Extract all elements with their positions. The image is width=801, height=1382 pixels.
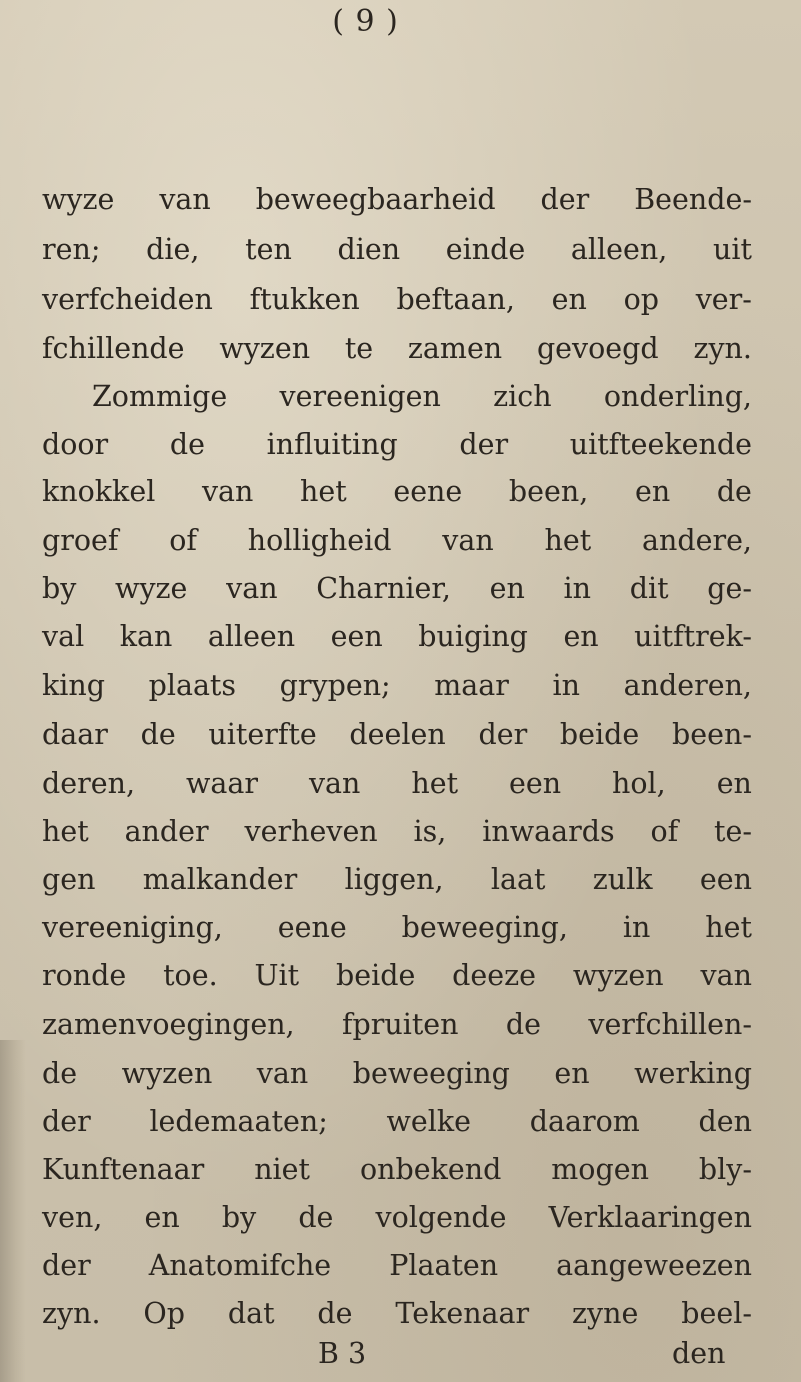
text-line <box>42 764 752 804</box>
word: de <box>140 718 176 751</box>
word: dien <box>337 233 401 266</box>
word: eene <box>393 475 463 508</box>
word: ren; <box>42 233 101 266</box>
word: been, <box>508 475 589 508</box>
word: en <box>554 1057 590 1090</box>
word: daarom <box>529 1105 640 1138</box>
word: mogen <box>551 1153 649 1186</box>
word: alleen, <box>570 233 668 266</box>
word: of <box>650 815 679 848</box>
word: Verklaaringen <box>548 1201 752 1234</box>
word: het <box>42 815 89 848</box>
word: van <box>700 959 752 992</box>
word: plaats <box>148 669 237 702</box>
word: is, <box>413 815 447 848</box>
word: ver- <box>695 283 752 316</box>
text-line <box>42 280 752 320</box>
word: van <box>159 183 211 216</box>
text-line <box>42 521 752 561</box>
text-line <box>42 617 752 657</box>
word: ledemaaten; <box>149 1105 328 1138</box>
word: zamenvoegingen, <box>42 1008 295 1041</box>
word: de <box>169 428 205 461</box>
word: zyn. <box>693 332 752 365</box>
text-line <box>42 666 752 706</box>
word: knokkel <box>42 475 156 508</box>
word: de <box>716 475 752 508</box>
text-line <box>42 569 752 609</box>
word: by <box>42 572 77 605</box>
word: beide <box>335 959 416 992</box>
word: verfcheiden <box>42 283 213 316</box>
word: en <box>716 767 752 800</box>
word: in <box>552 669 581 702</box>
word: grypen; <box>279 669 391 702</box>
word: uit <box>712 233 752 266</box>
word: gen <box>42 863 96 896</box>
word: beweeging, <box>401 911 568 944</box>
word: val <box>42 620 85 653</box>
word: maar <box>434 669 509 702</box>
word: zyne <box>572 1297 639 1330</box>
word: zulk <box>592 863 653 896</box>
word: en <box>634 475 671 508</box>
page-edge-shadow <box>0 1040 26 1382</box>
word: deren, <box>42 767 136 800</box>
word: zich <box>493 380 552 413</box>
word: der <box>42 1249 91 1282</box>
word: influiting <box>266 428 398 461</box>
text-line <box>42 812 752 852</box>
word: been- <box>671 718 752 751</box>
text-line <box>42 425 752 465</box>
word: deelen <box>349 718 446 751</box>
word: buiging <box>418 620 528 653</box>
word: zyn. <box>42 1297 101 1330</box>
word: of <box>169 524 197 557</box>
word: in <box>622 911 651 944</box>
word: Plaaten <box>389 1249 499 1282</box>
word: ronde <box>42 959 127 992</box>
word: king <box>42 669 105 702</box>
word: en <box>563 620 599 653</box>
word: gevoegd <box>536 332 659 365</box>
word: werking <box>634 1057 752 1090</box>
signature-mark: B 3 <box>318 1337 367 1370</box>
word: beftaan, <box>396 283 515 316</box>
word: groef <box>42 524 119 557</box>
catchword: den <box>672 1337 726 1370</box>
text-line <box>42 329 752 369</box>
word: wyzen <box>572 959 664 992</box>
word: vereeniging, <box>42 911 223 944</box>
word: der <box>478 718 528 751</box>
text-line <box>42 908 752 948</box>
word: onbekend <box>359 1153 502 1186</box>
word: Op <box>143 1297 185 1330</box>
word: der <box>540 183 590 216</box>
word: welke <box>386 1105 472 1138</box>
word: by <box>221 1201 257 1234</box>
word: wyzen <box>121 1057 213 1090</box>
text-line <box>42 715 752 755</box>
word: het <box>705 911 752 944</box>
text-line <box>42 1102 752 1142</box>
word: die, <box>146 233 200 266</box>
word: van <box>442 524 494 557</box>
word: der <box>42 1105 91 1138</box>
word: te- <box>714 815 752 848</box>
word: einde <box>445 233 526 266</box>
word: Anatomifche <box>148 1249 332 1282</box>
word: bly- <box>698 1153 752 1186</box>
word: Zommige <box>92 380 228 413</box>
word: daar <box>42 718 108 751</box>
text-line <box>42 180 752 220</box>
word: laat <box>490 863 546 896</box>
word: beel- <box>681 1297 752 1330</box>
word: van <box>226 572 278 605</box>
word: verheven <box>244 815 378 848</box>
word: anderen, <box>623 669 752 702</box>
word: een <box>330 620 383 653</box>
text-line <box>42 1005 752 1045</box>
word: volgende <box>375 1201 507 1234</box>
word: een <box>699 863 752 896</box>
word: te <box>344 332 374 365</box>
word: malkander <box>142 863 298 896</box>
text-line <box>42 1294 752 1334</box>
word: andere, <box>641 524 752 557</box>
word: deeze <box>452 959 537 992</box>
word: van <box>308 767 361 800</box>
word: verfchillen- <box>588 1008 752 1041</box>
text-line <box>42 472 752 512</box>
word: ander <box>124 815 209 848</box>
word: uiterfte <box>208 718 317 751</box>
word: ftukken <box>249 283 360 316</box>
word: dat <box>227 1297 275 1330</box>
word: wyze <box>115 572 188 605</box>
word: ven, <box>42 1201 103 1234</box>
word: den <box>698 1105 752 1138</box>
text-line <box>42 1150 752 1190</box>
word: aangeweezen <box>556 1249 752 1282</box>
word: waar <box>185 767 258 800</box>
word: fchillende <box>42 332 185 365</box>
text-line <box>92 377 752 417</box>
word: en <box>144 1201 180 1234</box>
word: beweeging <box>352 1057 510 1090</box>
word: door <box>42 428 109 461</box>
word: kan <box>119 620 173 653</box>
word: dit <box>629 572 669 605</box>
word: inwaards <box>482 815 615 848</box>
word: in <box>563 572 592 605</box>
word: Charnier, <box>316 572 451 605</box>
word: vereenigen <box>279 380 441 413</box>
text-line <box>42 860 752 900</box>
word: wyzen <box>219 332 311 365</box>
word: zamen <box>407 332 503 365</box>
word: ge- <box>707 572 752 605</box>
word: de <box>298 1201 334 1234</box>
word: uitfteekende <box>569 428 752 461</box>
text-line <box>42 1054 752 1094</box>
word: van <box>256 1057 309 1090</box>
word: een <box>508 767 562 800</box>
word: Kunftenaar <box>42 1153 205 1186</box>
word: fpruiten <box>341 1008 459 1041</box>
word: Beende- <box>634 183 752 216</box>
word: Uit <box>254 959 300 992</box>
word: van <box>201 475 254 508</box>
text-line <box>42 956 752 996</box>
word: de <box>42 1057 78 1090</box>
word: uitftrek- <box>634 620 752 653</box>
word: wyze <box>42 183 115 216</box>
word: onderling, <box>603 380 752 413</box>
page-number: ( 9 ) <box>332 4 399 39</box>
text-line <box>42 1246 752 1286</box>
word: toe. <box>163 959 218 992</box>
word: op <box>623 283 659 316</box>
word: het <box>411 767 459 800</box>
word: ten <box>245 233 292 266</box>
word: de <box>505 1008 541 1041</box>
word: liggen, <box>344 863 444 896</box>
word: niet <box>254 1153 310 1186</box>
word: het <box>300 475 347 508</box>
word: eene <box>277 911 347 944</box>
text-line <box>42 1198 752 1238</box>
word: alleen <box>207 620 296 653</box>
word: en <box>489 572 525 605</box>
word: beweegbaarheid <box>255 183 496 216</box>
text-line <box>42 230 752 270</box>
word: Tekenaar <box>395 1297 530 1330</box>
word: holligheid <box>247 524 392 557</box>
word: der <box>459 428 509 461</box>
word: en <box>551 283 587 316</box>
word: het <box>544 524 592 557</box>
word: hol, <box>612 767 666 800</box>
word: beide <box>559 718 640 751</box>
word: de <box>317 1297 353 1330</box>
